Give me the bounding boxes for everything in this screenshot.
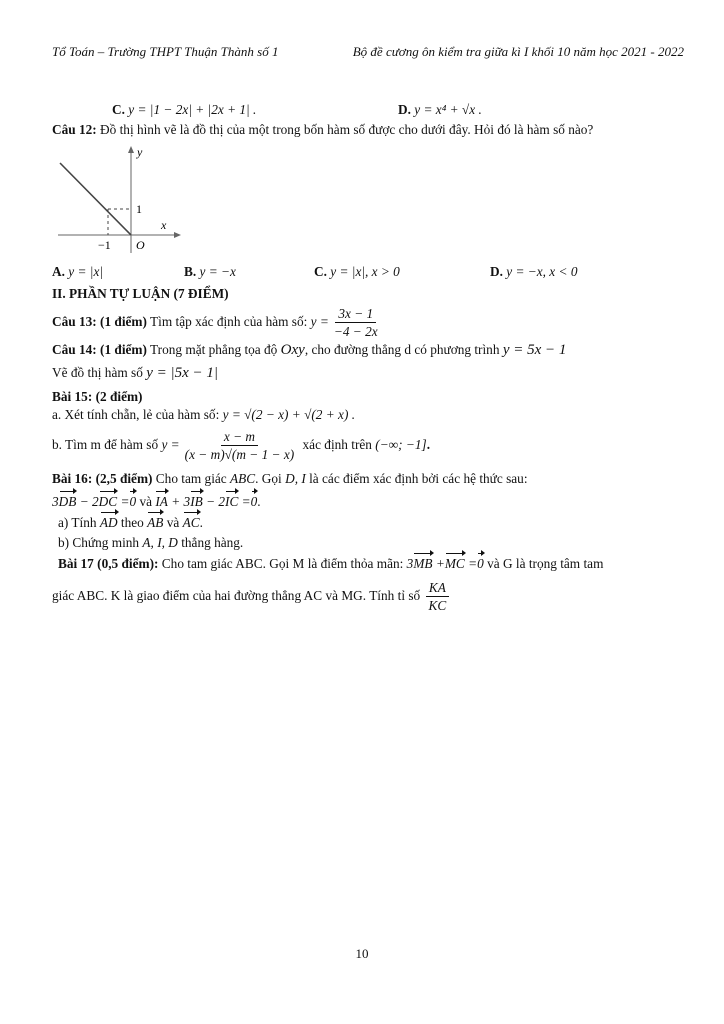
q15-part-b: b. Tìm m để hàm số y = $\frac{x - m}{(x - m)√(m - 1 - x)}$ xác định trên (−∞; −1]. (52, 429, 431, 463)
graph-tick-x: −1 (98, 238, 111, 252)
q12-option-c: C. y = |x|, x > 0 (314, 264, 400, 279)
q16-question: Bài 16: (2,5 điểm) Cho tam giác ABC. Gọi D, I là các điểm xác định bởi các hệ thức sau: (52, 471, 528, 486)
q15-heading: Bài 15: (2 điểm) (52, 389, 143, 404)
graph-x-label: x (161, 218, 167, 232)
q14-draw-line: Vẽ đồ thị hàm số y = |5x − 1| (52, 365, 218, 381)
graph-y-label: y (137, 145, 143, 159)
q16-relations: 3DB − 2DC =0 và IA + 3IB − 2IC =0. (52, 494, 261, 509)
q15-part-a: a. Xét tính chẵn, lẻ của hàm số: y = √(2 − x) + √(2 + x) . (52, 407, 356, 422)
header-left: Tổ Toán – Trường THPT Thuận Thành số 1 (52, 44, 279, 59)
q17-line2: giác ABC. K là giao điểm của hai đường thẳng AC và MG. Tính tỉ số $\frac{KA}{KC}$ (52, 578, 451, 614)
q12-question: Câu 12: Đồ thị hình vẽ là đồ thị của một trong bốn hàm số được cho dưới đây. Hỏi đó là hàm số nào? (52, 122, 594, 137)
q17-fraction: $\frac{KA}{KC}$ (426, 579, 450, 614)
q13-question: Câu 13: (1 điểm) Tìm tập xác định của hàm số: y = $\frac{3x - 1}{-4 - 2x}$ (52, 304, 383, 340)
q15-fraction: $\frac{x - m}{(x - m)√(m - 1 - x)}$ (184, 429, 295, 463)
q11-option-c: C. y = |1 − 2x| + |2x + 1| . (112, 102, 257, 117)
header-right: Bộ đề cương ôn kiểm tra giữa kì I khối 10 năm học 2021 - 2022 (352, 44, 684, 59)
page-header (52, 44, 684, 60)
q12-option-d: D. y = −x, x < 0 (490, 264, 578, 279)
q16-part-a: a) Tính AD theo AB và AC. (58, 515, 203, 530)
q12-option-b: B. y = −x (184, 264, 236, 279)
q14-question: Câu 14: (1 điểm) Trong mặt phẳng tọa độ Oxy, cho đường thẳng d có phương trình y = 5x − 1 (52, 342, 567, 358)
q12-option-a: A. y = |x| (52, 264, 104, 279)
graph-origin-label: O (136, 238, 145, 252)
graph-tick-y: 1 (136, 202, 142, 216)
q12-graph (56, 143, 186, 255)
q13-fraction: $\frac{3x - 1}{-4 - 2x}$ (333, 306, 378, 340)
q17-question: Bài 17 (0,5 điểm): Cho tam giác ABC. Gọi M là điểm thỏa mãn: 3MB +MC =0 và G là trọng tâm tam (58, 556, 604, 571)
page-number: 10 (355, 946, 369, 961)
q16-part-b: b) Chứng minh A, I, D thẳng hàng. (58, 535, 244, 550)
section-heading: II. PHẦN TỰ LUẬN (7 ĐIỂM) (52, 286, 229, 301)
q11-option-d: D. y = x⁴ + √x . (398, 102, 482, 117)
